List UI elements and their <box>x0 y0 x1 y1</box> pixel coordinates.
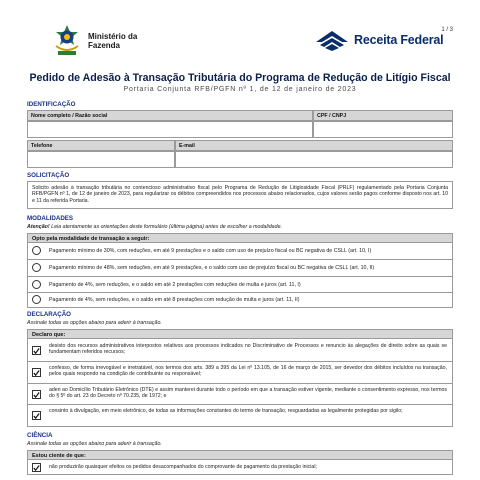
check-icon <box>33 369 40 377</box>
radio-option-1[interactable] <box>32 246 41 255</box>
name-label: Nome completo / Razão social <box>27 110 313 121</box>
cpf-label: CPF / CNPJ <box>313 110 453 121</box>
name-field[interactable] <box>27 121 313 138</box>
ministry-line1: Ministério da <box>88 32 138 41</box>
section-identificacao: IDENTIFICAÇÃO <box>27 101 76 108</box>
option-3-label: Pagamento de 4%, sem reduções, e o saldo em até 2 prestações com reduções de multa e juros (art. 11, I) <box>49 282 301 288</box>
checkbox-declaracao-4[interactable] <box>32 411 41 420</box>
document-title: Pedido de Adesão à Transação Tributária do Programa de Redução de Litígio Fiscal <box>29 72 451 84</box>
radio-option-4[interactable] <box>32 295 41 304</box>
check-icon <box>33 464 40 472</box>
ministry-logo <box>52 24 137 58</box>
solicitacao-text: Solicito adesão à transação tributária no contencioso administrativo fiscal pelo Programa de Redução de Litigiosidade Fiscal (PRLF) regulamentado pela Portaria Conjunta RFB/PGFN nº 1, de 12 de janeiro de 2023, para regularizar os débitos compreendidos nos processos abaixo relacionados, cujos valores serão pagos conforme disposto nos art. 10 e 11 da referida Portaria. <box>27 181 453 209</box>
option-1-label: Pagamento mínimo de 30%, com reduções, em até 9 prestações e o saldo com uso de prejuízo fiscal ou BC negativa de CSLL (art. 10, I) <box>49 248 372 254</box>
declaracao-header: Declaro que: <box>27 329 453 339</box>
ministry-line2: Fazenda <box>88 41 121 50</box>
declaracao-item-1-text: desisto dos recursos administrativos interpostos relativos aos processos indicados no Discriminativo de Processos e renuncio às alegações de direito sobre as quais se fundamentam referidos recursos; <box>49 343 447 356</box>
cpf-field[interactable] <box>313 121 453 138</box>
radio-option-3[interactable] <box>32 280 41 289</box>
phone-field[interactable] <box>27 151 175 168</box>
option-2-label: Pagamento mínimo de 48%, sem reduções, em até 9 prestações, e o saldo com uso de prejuízo fiscal ou BC negativa de CSLL (art. 10, II) <box>49 265 375 271</box>
ciencia-note: Assinale todas as opções abaixo para aderir à transação. <box>27 441 162 447</box>
note-text: Leia atentamente as orientações deste formulário (última página) antes de escolher a modalidade. <box>49 224 282 230</box>
modalidade-option-2[interactable] <box>27 260 453 277</box>
declaracao-item-3-text: aderi ao Domicílio Tributário Eletrônico (DTE) e assim manterei durante todo o período em que a transação estiver vigente, mediante o consentimento expresso, nos termos do § 5º do art. 23 do Decreto nº 70.235, de 1972; e <box>49 387 447 400</box>
email-label: E-mail <box>175 140 453 151</box>
declaracao-item-4-text: consinto à divulgação, em meio eletrônico, de todas as informações constantes do termo de transação, resguardadas as legalmente protegidas por sigilo; <box>49 408 403 414</box>
ciencia-item-1[interactable] <box>27 460 453 475</box>
section-solicitacao: SOLICITAÇÃO <box>27 172 70 179</box>
check-icon <box>33 347 40 355</box>
modalidades-note <box>27 224 282 230</box>
declaracao-note: Assinale todas as opções abaixo para aderir à transação. <box>27 320 162 326</box>
option-4-label: Pagamento de 4%, sem reduções, e o saldo em até 8 prestações com redução de multa e juros (art. 11, II) <box>49 297 300 303</box>
declaracao-item-3[interactable] <box>27 384 453 405</box>
phone-label: Telefone <box>27 140 175 151</box>
declaracao-item-2[interactable] <box>27 362 453 384</box>
modalidade-option-1[interactable] <box>27 243 453 260</box>
checkbox-declaracao-3[interactable] <box>32 390 41 399</box>
ciencia-header: Estou ciente de que: <box>27 450 453 460</box>
checkbox-declaracao-2[interactable] <box>32 368 41 377</box>
modalidade-option-4[interactable] <box>27 293 453 308</box>
check-icon <box>33 391 40 399</box>
document-subtitle: Portaria Conjunta RFB/PGFN nº 1, de 12 de janeiro de 2023 <box>123 86 357 93</box>
note-attention: Atenção! <box>27 224 50 230</box>
page-number: 1 / 3 <box>441 27 453 33</box>
modalidade-option-3[interactable] <box>27 277 453 293</box>
checkbox-declaracao-1[interactable] <box>32 346 41 355</box>
section-declaracao: DECLARAÇÃO <box>27 311 71 318</box>
receita-federal-logo-icon <box>314 28 350 52</box>
email-field[interactable] <box>175 151 453 168</box>
ciencia-item-1-text: não produzirão quaisquer efeitos os pedidos desacompanhados do comprovante de pagamento da prestação inicial; <box>49 464 317 470</box>
section-ciencia: CIÊNCIA <box>27 432 53 439</box>
declaracao-item-4[interactable] <box>27 405 453 427</box>
radio-option-2[interactable] <box>32 263 41 272</box>
section-modalidades: MODALIDADES <box>27 215 74 222</box>
brasao-icon <box>52 24 82 58</box>
declaracao-item-2-text: confesso, de forma irrevogável e irretratável, nos termos dos arts. 389 a 395 da Lei nº 13.105, de 16 de março de 2015, ser devedor dos débitos incluídos na transação, pelos quais respondo na condição de contribuinte ou responsável; <box>49 365 447 378</box>
checkbox-ciencia-1[interactable] <box>32 463 41 472</box>
declaracao-item-1[interactable] <box>27 339 453 362</box>
receita-logo <box>314 28 443 52</box>
check-icon <box>33 412 40 420</box>
agency-name: Receita Federal <box>354 33 444 47</box>
ministry-name <box>88 32 137 50</box>
modalidades-header: Opto pela modalidade de transação a seguir: <box>27 233 453 243</box>
